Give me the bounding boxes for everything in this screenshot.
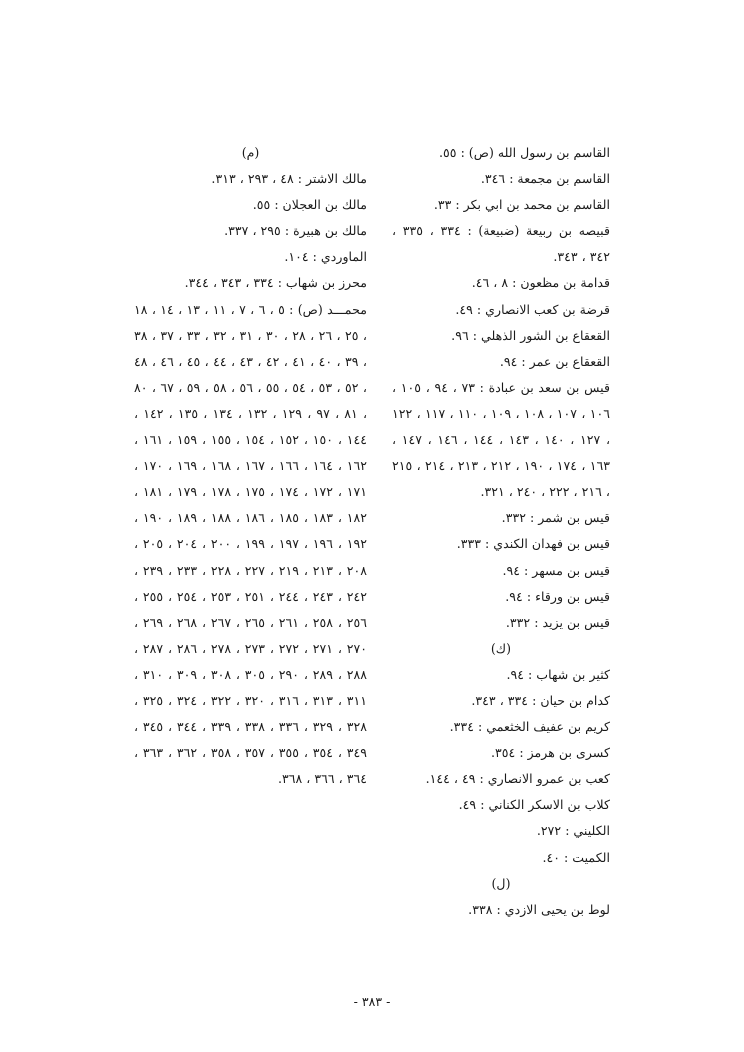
index-entry: كلاب بن الاسكر الكناني : ٤٩. bbox=[458, 797, 610, 813]
index-entry: قيس بن سعد بن عبادة : ٧٣ ، ٩٤ ، ١٠٥ ، ١٠٦ ، ١٠٧ ، ١٠٨ ، ١٠٩ ، ١١٠ ، ١١٧ ، ١٢٢ ، ١٢٧ ، ١٤٠ ، ١٤٣ ، ١٤٤ ، ١٤٦ ، ١٤٧ ، ١٦٣ ، ١٧٤ ، ١٩٠ ، ٢١٢ ، ٢١٣ ، ٢١٤ ، ٢١٥ ، ٢١٦ ، ٢٢٢ ، ٢٤٠ ، ٣٢١. bbox=[392, 379, 611, 500]
index-entry: قيس بن ورقاء : ٩٤. bbox=[505, 588, 610, 604]
index-entry: قيس بن فهدان الكندي : ٣٣٣. bbox=[456, 536, 610, 552]
index-entry: قيس بن يزيد : ٣٣٢. bbox=[505, 614, 610, 630]
index-entry: مالك الاشتر : ٤٨ ، ٢٩٣ ، ٣١٣. bbox=[211, 171, 367, 187]
index-entry: قدامة بن مظعون : ٨ ، ٤٦. bbox=[471, 275, 610, 291]
index-entry: القاسم بن مجمعة : ٣٤٦. bbox=[480, 171, 610, 187]
index-entry: الكليني : ٢٧٢. bbox=[536, 823, 610, 839]
index-entry: لوط بن يحيى الازدي : ٣٣٨. bbox=[468, 901, 610, 917]
index-column-left bbox=[134, 140, 367, 792]
index-entry: محرز بن شهاب : ٣٣٤ ، ٣٤٣ ، ٣٤٤. bbox=[184, 275, 367, 291]
index-entry: قيس بن شمر : ٣٣٢. bbox=[501, 510, 610, 526]
index-entry: قرضة بن كعب الانصاري : ٤٩. bbox=[455, 301, 610, 317]
index-entry: قيس بن مسهر : ٩٤. bbox=[502, 562, 610, 578]
index-entry: القعقاع بن الشور الذهلي : ٩٦. bbox=[451, 327, 610, 343]
index-entry: كدام بن حيان : ٣٣٤ ، ٣٤٣. bbox=[471, 692, 610, 708]
index-entry: كسرى بن هرمز : ٣٥٤. bbox=[491, 745, 610, 761]
index-column-right bbox=[392, 140, 610, 923]
index-entry: القعقاع بن عمر : ٩٤. bbox=[499, 353, 610, 369]
section-letter-heading: (ك) bbox=[490, 640, 512, 656]
index-entry: كعب بن عمرو الانصاري : ٤٩ ، ١٤٤. bbox=[425, 771, 610, 787]
index-entry: مالك بن العجلان : ٥٥. bbox=[252, 197, 367, 213]
page-number: - ٣٨٣ - bbox=[353, 994, 391, 1009]
index-entry: كثير بن شهاب : ٩٤. bbox=[506, 666, 610, 682]
index-entry: الكميت : ٤٠. bbox=[542, 849, 610, 865]
index-entry: قبيصه بن ربيعة (ضبيعة) : ٣٣٤ ، ٣٣٥ ، ٣٤٢ ، ٣٤٣. bbox=[392, 223, 610, 265]
index-entry: محمـــد (ص) : ٥ ، ٦ ، ٧ ، ١١ ، ١٣ ، ١٤ ، ١٨ ، ٢٥ ، ٢٦ ، ٢٨ ، ٣٠ ، ٣١ ، ٣٢ ، ٣٣ ، ٣٧ ، ٣٨ ، ٣٩ ، ٤٠ ، ٤١ ، ٤٢ ، ٤٣ ، ٤٤ ، ٤٥ ، ٤٦ ، ٤٨ ، ٥٢ ، ٥٣ ، ٥٤ ، ٥٥ ، ٥٦ ، ٥٨ ، ٥٩ ، ٦٧ ، ٨٠ ، ٨١ ، ٩٧ ، ١٢٩ ، ١٣٢ ، ١٣٤ ، ١٣٥ ، ١٤٢ ، ١٤٤ ، ١٥٠ ، ١٥٢ ، ١٥٤ ، ١٥٥ ، ١٥٩ ، ١٦١ ، ١٦٢ ، ١٦٤ ، ١٦٦ ، ١٦٧ ، ١٦٨ ، ١٦٩ ، ١٧٠ ، ١٧١ ، ١٧٢ ، ١٧٤ ، ١٧٥ ، ١٧٨ ، ١٧٩ ، ١٨١ ، ١٨٢ ، ١٨٣ ، ١٨٥ ، ١٨٦ ، ١٨٨ ، ١٨٩ ، ١٩٠ ، ١٩٢ ، ١٩٦ ، ١٩٧ ، ١٩٩ ، ٢٠٠ ، ٢٠٤ ، ٢٠٥ ، ٢٠٨ ، ٢١٣ ، ٢١٩ ، ٢٢٧ ، ٢٢٨ ، ٢٣٣ ، ٢٣٩ ، ٢٤٢ ، ٢٤٣ ، ٢٤٤ ، ٢٥١ ، ٢٥٣ ، ٢٥٤ ، ٢٥٥ ، ٢٥٦ ، ٢٥٨ ، ٢٦١ ، ٢٦٥ ، ٢٦٧ ، ٢٦٨ ، ٢٦٩ ، ٢٧٠ ، ٢٧١ ، ٢٧٢ ، ٢٧٣ ، ٢٧٨ ، ٢٨٦ ، ٢٨٧ ، ٢٨٨ ، ٢٨٩ ، ٢٩٠ ، ٣٠٥ ، ٣٠٨ ، ٣٠٩ ، ٣١٠ ، ٣١١ ، ٣١٣ ، ٣١٦ ، ٣٢٠ ، ٣٢٢ ، ٣٢٤ ، ٣٢٥ ، ٣٢٨ ، ٣٢٩ ، ٣٣٦ ، ٣٣٨ ، ٣٣٩ ، ٣٤٤ ، ٣٤٥ ، ٣٤٩ ، ٣٥٤ ، ٣٥٥ ، ٣٥٧ ، ٣٥٨ ، ٣٦٢ ، ٣٦٣ ، ٣٦٤ ، ٣٦٦ ، ٣٦٨. bbox=[134, 301, 368, 787]
index-entry: الماوردي : ١٠٤. bbox=[284, 249, 367, 265]
index-entry: القاسم بن محمد بن ابي بكر : ٣٣. bbox=[433, 197, 610, 213]
section-letter-heading: (م) bbox=[241, 145, 260, 160]
section-letter-heading: (ل) bbox=[491, 875, 511, 891]
index-entry: القاسم بن رسول الله (ص) : ٥٥. bbox=[439, 145, 610, 160]
index-entry: كريم بن عفيف الخثعمي : ٣٣٤. bbox=[449, 719, 610, 735]
index-entry: مالك بن هبيرة : ٢٩٥ ، ٣٣٧. bbox=[224, 223, 367, 239]
